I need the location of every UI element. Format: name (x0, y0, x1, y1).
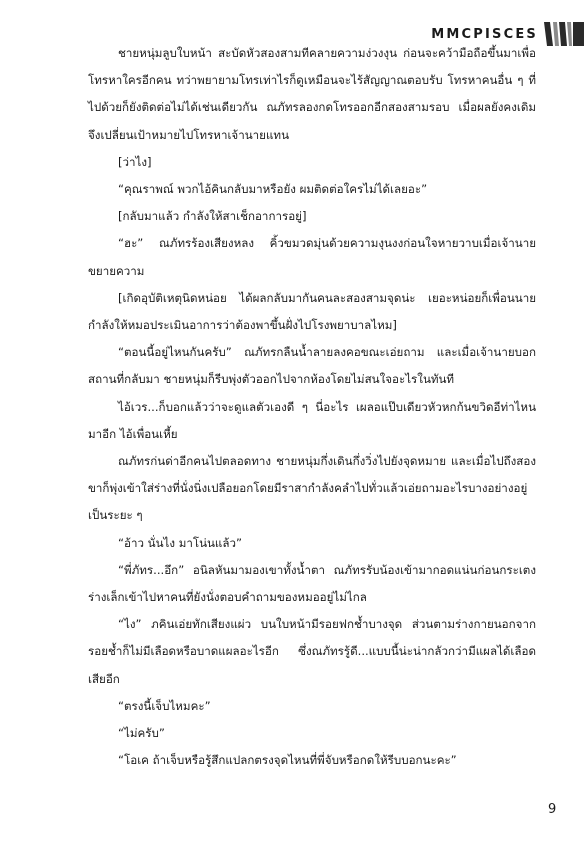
brand-title: MMCPISCES (431, 26, 538, 42)
paragraph-3: “คุณราพณ์ พวกไอ้คินกลับมาหรือยัง ผมติดต่อใครไม่ได้เลยอะ” (118, 182, 428, 197)
paragraph-15: “โอเค ถ้าเจ็บหรือรู้สึกแปลกตรงจุดไหนที่พี่จับหรือกดให้รีบบอกนะคะ” (118, 753, 457, 768)
paragraph-9: ณภัทรก่นด่าอีกคนไปตลอดทาง ชายหนุ่มกึ่งเดินกึ่งวิ่งไปยังจุดหมาย และเมื่อไปถึงสองขาก็พุ่งเข้าใส่ร่างที่นั่งนิ่งเปลือยอกโดยมีราสากำลังคลำไปทั่วแล้วเอ่ยถามอะไรบางอย่างอยู่เป็นระยะ ๆ (88, 454, 536, 523)
paragraph-11: “พี่ภัทร...อึก” อนิลหันมามองเขาทั้งน้ำตา ณภัทรรับน้องเข้ามากอดแน่นก่อนกระเตงร่างเล็กเข้าไปหาคนที่ยังนั่งตอบคำถามของหมออยู่ไม่ไกล (88, 562, 536, 605)
paragraph-14: “ไม่ครับ” (118, 726, 165, 741)
paragraph-5: “ฮะ” ณภัทรร้องเสียงหลง คิ้วขมวดมุ่นด้วยความงุนงงก่อนใจหายวาบเมื่อเจ้านายขยายความ (88, 236, 536, 278)
paragraph-6: [เกิดอุบัติเหตุนิดหน่อย ได้ผลกลับมากันคนละสองสามจุดน่ะ เยอะหน่อยก็เพื่อนนาย กำลังให้หมอประเมินอาการว่าต้องพาขึ้นฝั่งไปโรงพยาบาลไหม] (88, 290, 536, 333)
paragraph-8: ไอ้เวร...ก็บอกแล้วว่าจะดูแลตัวเองดี ๆ นี่อะไร เผลอแป๊บเดียวหัวหกก้นขวิดอีท่าไหนมาอีก ไอ้เพื่อนเหี้ย (88, 399, 536, 441)
paragraph-2: [ว่าไง] (118, 154, 152, 169)
page-number: 9 (548, 802, 557, 817)
paragraph-4: [กลับมาแล้ว กำลังให้สาเช็กอาการอยู่] (118, 209, 307, 224)
paragraph-7: “ตอนนี้อยู่ไหนกันครับ” ณภัทรกลืนน้ำลายลงคอขณะเอ่ยถาม และเมื่อเจ้านายบอกสถานที่กลับมา ชายหนุ่มก็รีบพุ่งตัวออกไปจากห้องโดยไม่สนใจอะไรในทันที (88, 345, 536, 387)
paragraph-12: “ไง” ภคินเอ่ยทักเสียงแผ่ว บนใบหน้ามีรอยฟกช้ำบางจุด ส่วนตามร่างกายนอกจากรอยช้ำก็ไม่มีเลือดหรือบาดแผลอะไรอีก ซึ่งณภัทรรู้ดี...แบบนี้น่ะน่ากลัวกว่ามีแผลได้เลือดเสียอีก (88, 617, 536, 686)
chapter-body (88, 40, 536, 774)
brand-stripes-graphic (544, 22, 584, 46)
paragraph-10: “อ้าว นั่นไง มาโน่นแล้ว” (118, 535, 243, 550)
paragraph-13: “ตรงนี้เจ็บไหมคะ” (118, 698, 211, 713)
paragraph-1: ชายหนุ่มลูบใบหน้า สะบัดหัวสองสามทีคลายความง่วงงุน ก่อนจะคว้ามือถือขึ้นมาเพื่อโทรหาใครอีกคน ทว่าพยายามโทรเท่าไรก็ดูเหมือนจะไร้สัญญาณตอบรับ โทรหาคนอื่น ๆ ที่ไปด้วยก็ยังติดต่อไม่ได้เช่นเดียวกัน ณภัทรลองกดโทรออกอีกสองสามรอบ เมื่อผลยังคงเดิมจึงเปลี่ยนเป้าหมายไปโทรหาเจ้านายแทน (88, 46, 536, 142)
